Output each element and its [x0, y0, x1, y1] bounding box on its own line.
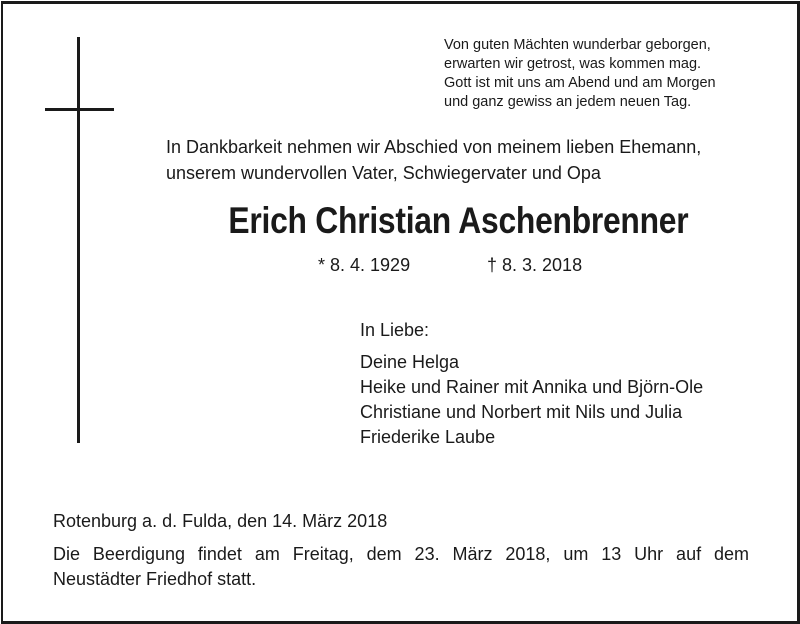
- verse-line: Von guten Mächten wunderbar geborgen,: [444, 37, 711, 53]
- mourner-name: Christiane und Norbert mit Nils und Julia: [360, 402, 683, 422]
- cross-icon-horizontal-bar: [45, 108, 114, 111]
- intro-line: unserem wundervollen Vater, Schwiegervater und Opa: [166, 163, 601, 183]
- death-date: † 8. 3. 2018: [487, 255, 583, 275]
- funeral-info: [53, 542, 749, 592]
- birth-date: * 8. 4. 1929: [318, 255, 411, 275]
- place-and-date: Rotenburg a. d. Fulda, den 14. März 2018: [53, 511, 388, 531]
- verse-line: Gott ist mit uns am Abend und am Morgen: [444, 75, 716, 91]
- funeral-line: Die Beerdigung findet am Freitag, dem 23. März 2018, um 13 Uhr auf dem: [53, 544, 749, 564]
- deceased-name-row: [0, 200, 800, 242]
- deceased-name: Erich Christian Aschenbrenner: [228, 200, 688, 241]
- mourner-name: Deine Helga: [360, 352, 460, 372]
- verse-block: [444, 36, 716, 112]
- intro-text: [166, 134, 701, 186]
- verse-line: und ganz gewiss an jedem neuen Tag.: [444, 94, 692, 110]
- verse-line: erwarten wir getrost, was kommen mag.: [444, 56, 702, 72]
- intro-line: In Dankbarkeit nehmen wir Abschied von meinem lieben Ehemann,: [166, 137, 702, 157]
- mourner-name: Heike und Rainer mit Annika und Björn-Ole: [360, 377, 704, 397]
- funeral-line: Neustädter Friedhof statt.: [53, 569, 257, 589]
- mourners-label: In Liebe:: [360, 320, 430, 340]
- mourners-list: [360, 350, 703, 450]
- mourner-name: Friederike Laube: [360, 427, 496, 447]
